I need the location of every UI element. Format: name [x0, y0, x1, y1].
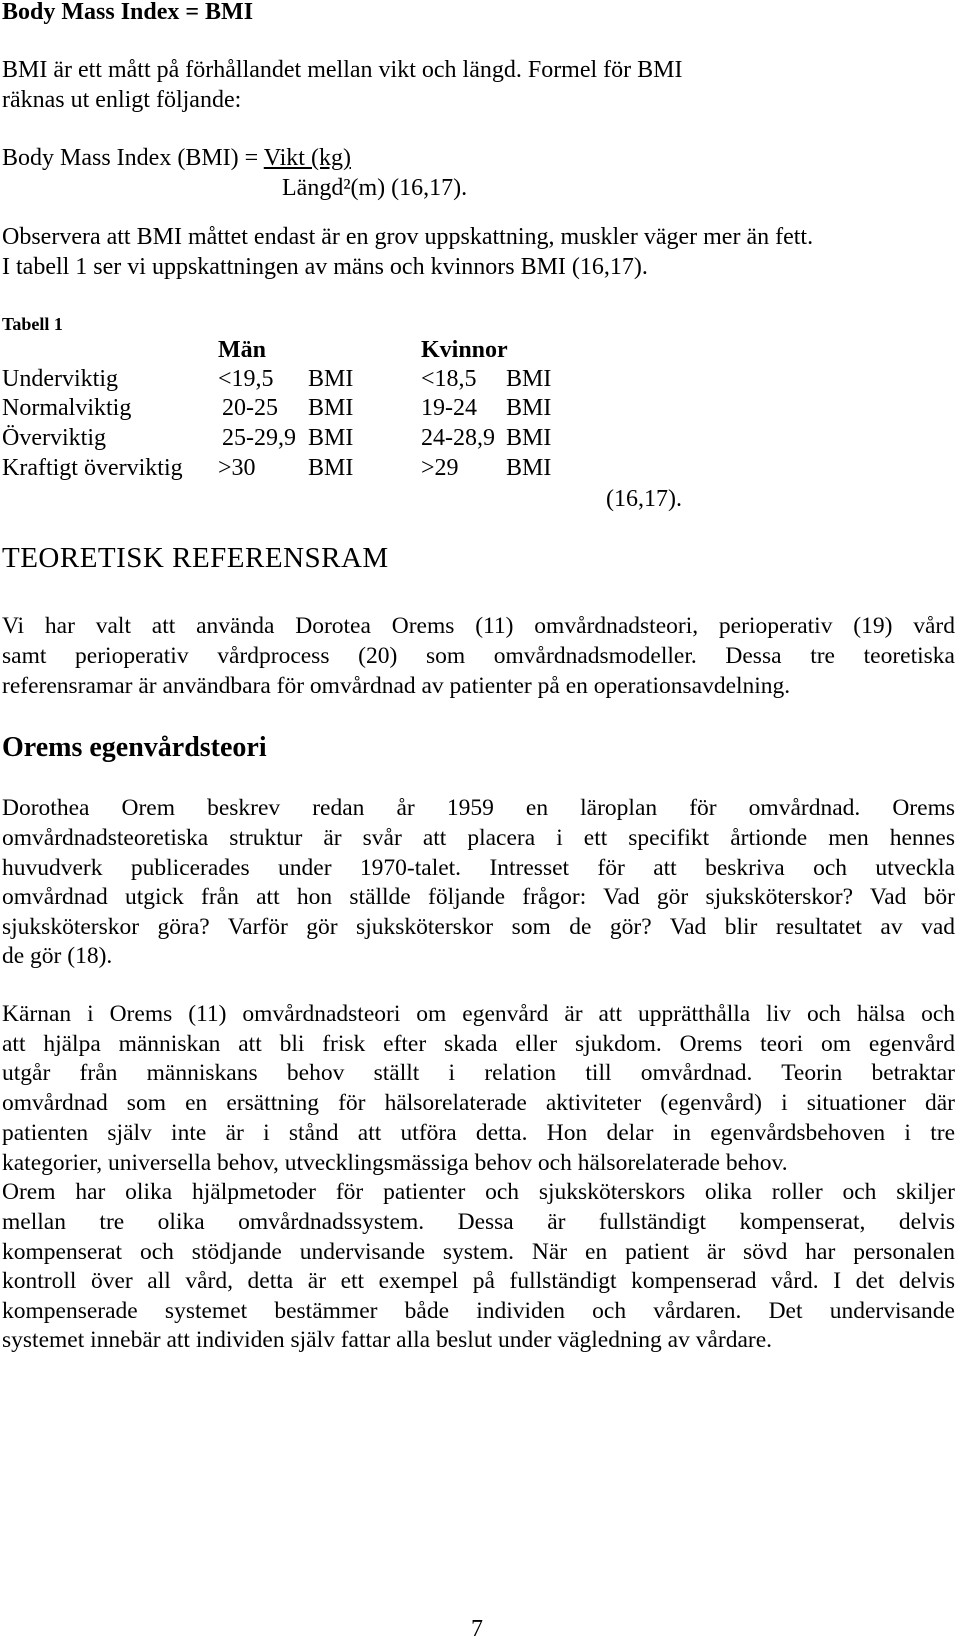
- paragraph-line: utgår från människans behov ställt i relation till omvårdnad. Teorin betraktar: [2, 1060, 955, 1086]
- men-unit: BMI: [308, 425, 354, 451]
- paragraph-line: att hjälpa människan att bli frisk efter skada eller sjukdom. Orems teori om egenvård: [2, 1031, 955, 1057]
- men-value: <19,5: [218, 366, 274, 392]
- bmi-title: Body Mass Index = BMI: [2, 0, 254, 25]
- paragraph-line: kontroll över all vård, detta är ett exempel på fullständigt kompenserad vård. I det delvis: [2, 1268, 955, 1294]
- paragraph-line: kompenserat och stödjande undervisande system. När en patient är sövd har personalen: [2, 1239, 955, 1265]
- men-unit: BMI: [308, 366, 354, 392]
- paragraph-line: Dorothea Orem beskrev redan år 1959 en läroplan för omvårdnad. Orems: [2, 795, 955, 821]
- women-value: 19-24: [421, 395, 477, 421]
- paragraph-line: huvudverk publicerades under 1970-talet. Intresset för att beskriva och utveckla: [2, 855, 955, 881]
- bmi-note-line: Observera att BMI måttet endast är en grov uppskattning, muskler väger mer än fett.: [2, 224, 814, 250]
- table-source: (16,17).: [606, 486, 682, 512]
- paragraph-line: Orem har olika hjälpmetoder för patienter och sjuksköterskors olika roller och skiljer: [2, 1179, 955, 1205]
- formula-numerator: Vikt (kg): [263, 145, 351, 171]
- paragraph-line: referensramar är användbara för omvårdnad av patienter på en operationsavdelning.: [2, 673, 791, 699]
- page-number: 7: [471, 1616, 483, 1642]
- paragraph-line: omvårdnadsteoretiska struktur är svår att placera i ett specifikt årtionde men hennes: [2, 825, 955, 851]
- paragraph-line: Vi har valt att använda Dorotea Orems (11) omvårdnadsteori, perioperativ (19) vård: [2, 613, 955, 639]
- table-header-men: Män: [218, 337, 266, 363]
- row-label: Underviktig: [2, 366, 118, 392]
- women-value: 24-28,9: [421, 425, 495, 451]
- row-label: Normalviktig: [2, 395, 132, 421]
- section-heading: TEORETISK REFERENSRAM: [2, 542, 389, 574]
- women-unit: BMI: [506, 366, 552, 392]
- paragraph-line: omvårdnad utgick från att hon ställde följande frågor: Vad gör sjuksköterskor? Vad bör: [2, 884, 955, 910]
- row-label: Kraftigt överviktig: [2, 455, 183, 481]
- men-value: 25-29,9: [222, 425, 296, 451]
- paragraph-line: Kärnan i Orems (11) omvårdnadsteori om egenvård är att upprätthålla liv och hälsa och: [2, 1001, 955, 1027]
- men-value: >30: [218, 455, 256, 481]
- men-unit: BMI: [308, 395, 354, 421]
- section-heading: Orems egenvårdsteori: [2, 732, 267, 763]
- formula-denominator: Längd²(m) (16,17).: [282, 175, 468, 201]
- bmi-formula: [2, 143, 351, 173]
- paragraph-line: systemet innebär att individen själv fattar alla beslut under vägledning av vårdare.: [2, 1327, 773, 1353]
- women-value: <18,5: [421, 366, 477, 392]
- paragraph-line: patienten själv inte är i stånd att utföra detta. Hon delar in egenvårdsbehoven i tre: [2, 1120, 955, 1146]
- men-value: 20-25: [222, 395, 278, 421]
- formula-lhs: Body Mass Index (BMI) =: [2, 145, 264, 171]
- row-label: Överviktig: [2, 425, 106, 451]
- women-value: >29: [421, 455, 459, 481]
- paragraph-line: de gör (18).: [2, 943, 113, 969]
- table-header-women: Kvinnor: [421, 337, 508, 363]
- men-unit: BMI: [308, 455, 354, 481]
- paragraph-line: kompenserade systemet bestämmer både individen och vårdaren. Det undervisande: [2, 1298, 955, 1324]
- paragraph-line: omvårdnad som en ersättning för hälsorelaterade aktiviteter (egenvård) i situationer där: [2, 1090, 955, 1116]
- paragraph-line: samt perioperativ vårdprocess (20) som omvårdnadsmodeller. Dessa tre teoretiska: [2, 643, 955, 669]
- women-unit: BMI: [506, 425, 552, 451]
- bmi-intro-line: räknas ut enligt följande:: [2, 87, 242, 113]
- bmi-intro-line: BMI är ett mått på förhållandet mellan vikt och längd. Formel för BMI: [2, 57, 683, 83]
- table-caption: Tabell 1: [2, 314, 63, 334]
- paragraph-line: kategorier, universella behov, utvecklingsmässiga behov och hälsorelaterade behov.: [2, 1150, 788, 1176]
- paragraph-line: sjuksköterskor göra? Varför gör sjuksköterskor som de gör? Vad blir resultatet av vad: [2, 914, 955, 940]
- paragraph-line: mellan tre olika omvårdnadssystem. Dessa är fullständigt kompenserat, delvis: [2, 1209, 955, 1235]
- bmi-note-line: I tabell 1 ser vi uppskattningen av mäns och kvinnors BMI (16,17).: [2, 254, 648, 280]
- women-unit: BMI: [506, 395, 552, 421]
- women-unit: BMI: [506, 455, 552, 481]
